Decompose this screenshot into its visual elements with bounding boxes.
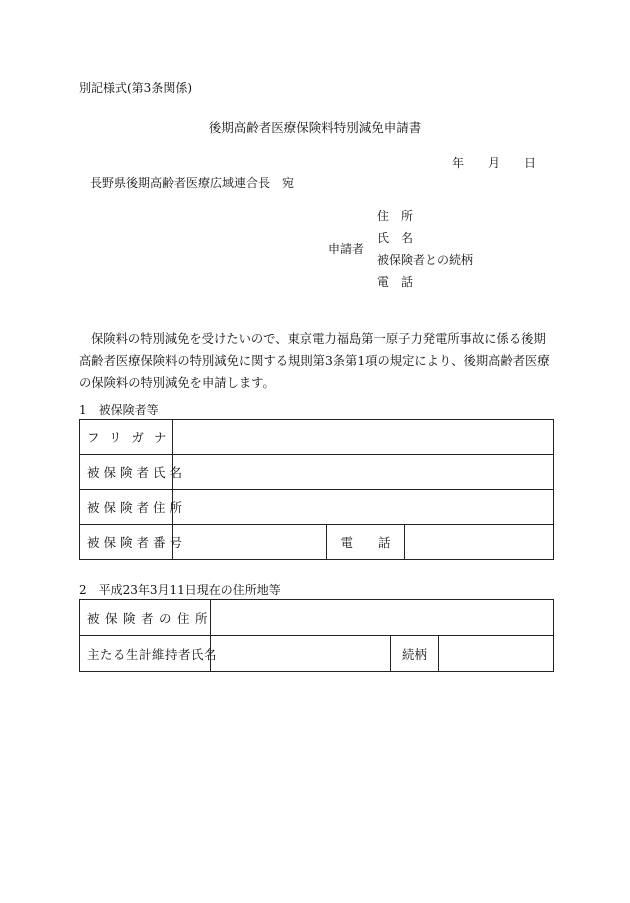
- date-year-label: 年: [452, 156, 465, 170]
- applicant-label: 申請者: [328, 242, 365, 256]
- relation-label: 続柄: [391, 636, 439, 672]
- section1-heading: 1 被保険者等: [79, 403, 159, 417]
- applicant-address-label: 住 所: [377, 209, 414, 223]
- applicant-relation-label: 被保険者との続柄: [377, 253, 474, 267]
- addressee: 長野県後期高齢者医療広域連合長 宛: [90, 176, 295, 190]
- previous-address-field[interactable]: [211, 600, 554, 636]
- date-day-label: 日: [524, 156, 537, 170]
- form-note: 別記様式(第3条関係): [79, 81, 192, 95]
- insured-address-label: 被保険者住所: [80, 490, 173, 525]
- section2-heading: 2 平成23年3月11日現在の住所地等: [79, 583, 281, 597]
- insured-address-field[interactable]: [173, 490, 554, 525]
- householder-name-field[interactable]: [211, 636, 391, 672]
- previous-address-label: 被保険者の住所: [80, 600, 211, 636]
- address-on-date-table: [79, 599, 554, 672]
- insured-name-label: 被保険者氏名: [80, 455, 173, 490]
- furigana-field[interactable]: [173, 420, 554, 455]
- applicant-phone-label: 電 話: [377, 275, 414, 289]
- insured-name-field[interactable]: [173, 455, 554, 490]
- applicant-name-label: 氏 名: [377, 231, 414, 245]
- document-title: 後期高齢者医療保険料特別減免申請書: [208, 120, 422, 135]
- furigana-label: フリガナ: [80, 420, 173, 455]
- insured-number-field[interactable]: [173, 525, 327, 560]
- phone-field[interactable]: [405, 525, 554, 560]
- householder-name-label: 主たる生計維持者氏名: [80, 636, 211, 672]
- insured-number-label: 被保険者番号: [80, 525, 173, 560]
- relation-field[interactable]: [439, 636, 554, 672]
- insured-person-table: [79, 419, 554, 560]
- date-month-label: 月: [488, 156, 501, 170]
- date-line: [452, 157, 536, 169]
- phone-label: 電 話: [327, 525, 405, 560]
- application-statement: 保険料の特別減免を受けたいので、東京電力福島第一原子力発電所事故に係る後期高齢者医療保険料の特別減免に関する規則第3条第1項の規定により、後期高齢者医療の保険料の特別減免を申請します。: [79, 332, 550, 390]
